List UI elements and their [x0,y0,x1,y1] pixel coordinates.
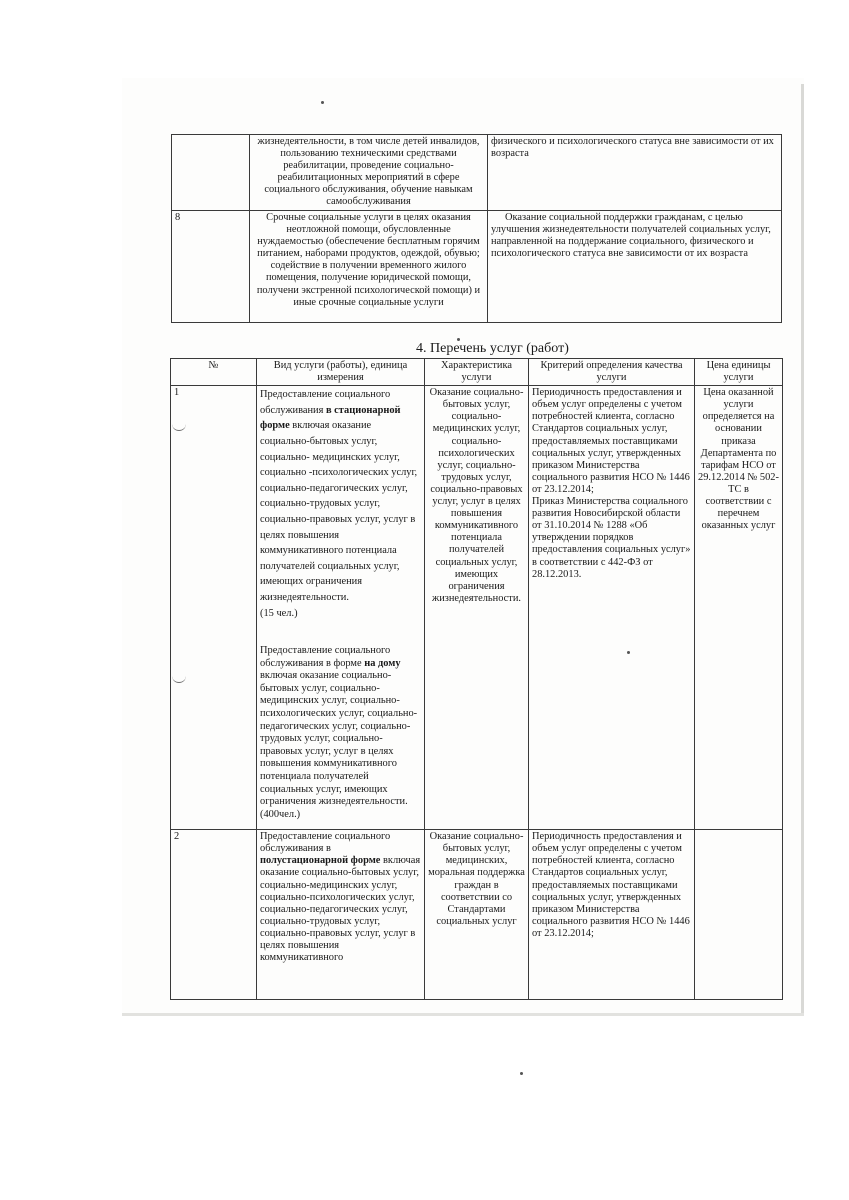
quality-criterion-cell: Периодичность предоставления и объем услуг определены с учетом потребностей клиента, согласно Стандартов социальных услуг, предоставляемых поставщиками социальных услуг, утвержденных приказом Министерства социального развития НСО № 1446 от 23.12.2014; [529,830,695,1000]
row-number [172,135,250,211]
service-text: Предоставление социального обслуживания в [260,831,391,855]
service-form-emphasis: в стационарной форме [260,404,401,432]
section-title: 4. Перечень услуг (работ) [416,341,569,356]
service-text: Предоставление социального обслуживания [260,389,391,416]
table-row [172,211,782,323]
row-number: 1 [171,386,257,830]
service-description-cell [257,386,425,830]
service-name-cell: жизнедеятельности, в том числе детей инвалидов, пользованию техническими средствами реабилитации, проведение социально-реабилитационных мероприятий в сфере социального обслуживания, обучение навыкам самообслуживания [250,135,488,211]
table-header-row [171,359,783,386]
table-row [171,830,783,1000]
page-edge-shadow-bottom [122,1013,804,1016]
service-text: включая оказание социально-бытовых услуг, социально-медицинских услуг, социально-психологических услуг, социально-педагогических услуг, социально-трудовых услуг, социально-правовых услуг, услуг в целях повышения коммуникативного [260,855,421,964]
continued-services-table [171,134,782,323]
column-header-price: Цена единицы услуги [695,359,783,386]
service-characteristic-cell: Оказание социально-бытовых услуг, медицинских, моральная поддержка граждан в соответствии со Стандартами социальных услуг [425,830,529,1000]
column-header-number: № [171,359,257,386]
service-goal-text: Оказание социальной поддержки гражданам, с целью улучшения жизнедеятельности получателей социальных услуг, направленной на поддержание социального, физического и психологического статуса вне зависимости от их возраста [491,212,771,260]
scan-speck [520,1072,523,1075]
quality-criterion-cell [529,386,695,830]
table-row [172,135,782,211]
service-home [260,645,421,821]
scan-speck [321,101,324,104]
unit-price-cell: Цена оказанной услуги определяется на основании приказа Департамента по тарифам НСО от 29.12.2014 № 502-ТС в соответствии с перечнем оказанных услуг [695,386,783,830]
service-description-cell [257,830,425,1000]
service-stationary [260,387,421,605]
service-text: Предоставление социального обслуживания в форме [260,645,391,669]
row-number: 8 [172,211,250,323]
service-characteristic-cell: Оказание социально-бытовых услуг, социально-медицинских услуг, социально-психологических услуг, социально-трудовых услуг, социально-правовых услуг, услуг в целях повышения коммуникативного потенциала получателей социальных услуг, имеющих ограничения жизнедеятельности. [425,386,529,830]
service-form-emphasis: на дому [364,657,401,669]
services-list-table [170,358,783,1000]
service-name-cell: Срочные социальные услуги в целях оказания неотложной помощи, обусловленные нуждаемостью (обеспечение бесплатным горячим питанием, наборами продуктов, одеждой, обувью; содействие в получении временного жилого помещения, получение юридической помощи, получени экстренной психологической помощи) и иные срочные социальные услуги [250,211,488,323]
unit-price-cell [695,830,783,1000]
column-header-characteristic: Характеристика услуги [425,359,529,386]
column-header-criterion: Критерий определения качества услуги [529,359,695,386]
service-goal-cell: физического и психологического статуса вне зависимости от их возраста [488,135,782,211]
service-form-emphasis: полустационарной форме [260,855,381,867]
service-text: включая оказание социально-бытовых услуг, социально- медицинских услуг, социально -психологических услуг, социально-педагогических услуг, социально-трудовых услуг, социально-правовых услуг, услуг в целях повышения коммуникативного потенциала получателей социальных услуг, имеющих ограничения жизнедеятельности. [260,420,418,603]
column-header-service: Вид услуги (работы), единица измерения [257,359,425,386]
service-text: включая оказание социально-бытовых услуг, социально-медицинских услуг, социально-психологических услуг, социально-педагогических услуг, социально-трудовых услуг, социально-правовых услуг, услуг в целях повышения коммуникативного потенциала получателей социальных услуг, имеющих ограничения жизнедеятельности. (400чел.) [260,670,418,820]
service-goal-cell [488,211,782,323]
service-recipient-count: (15 чел.) [260,607,298,619]
criterion-text: Приказ Министерства социального развития Новосибирской области от 31.10.2014 № 1288 «Об утверждении порядков предоставления социальных услуг» в соответствии с 442-ФЗ от 28.12.2013. [532,496,691,580]
criterion-text: Периодичность предоставления и объем услуг определены с учетом потребностей клиента, согласно Стандартов социальных услуг, предоставляемых поставщиками социальных услуг, утвержденных приказом Министерства социального развития НСО № 1446 от 23.12.2014; [532,387,690,495]
table-row [171,386,783,830]
row-number: 2 [171,830,257,1000]
page-edge-shadow [801,84,804,1016]
